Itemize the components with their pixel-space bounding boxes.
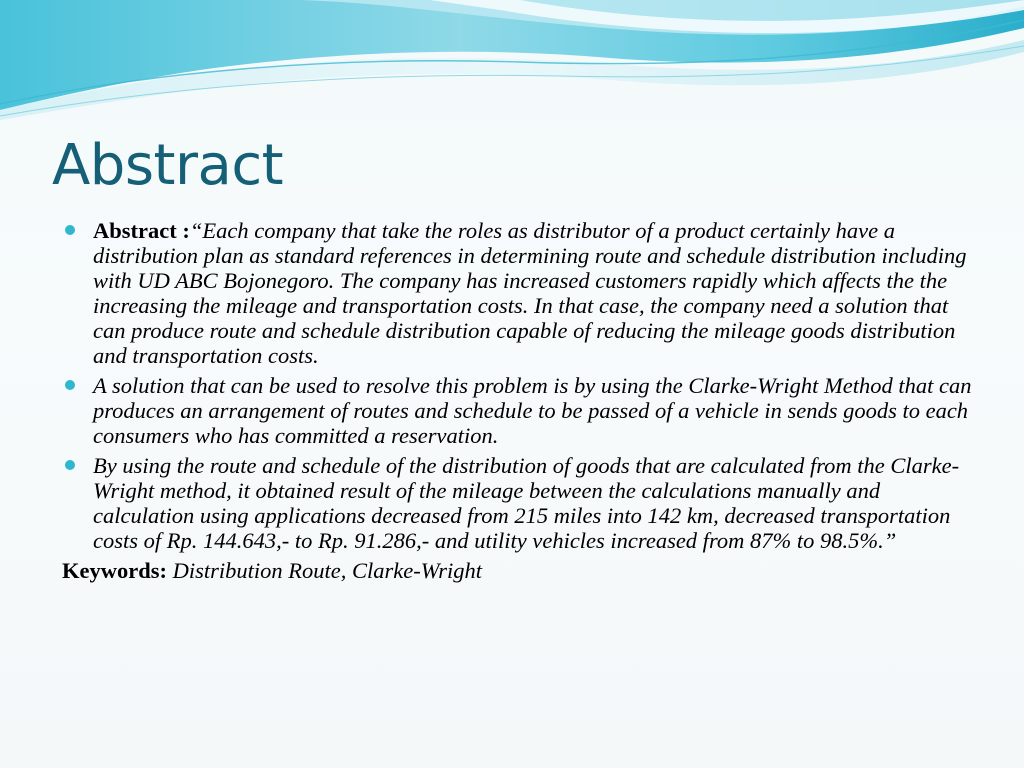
list-item: [62, 218, 972, 368]
list-item: [62, 453, 972, 553]
list-item: [62, 373, 972, 448]
page-title: Abstract: [52, 133, 284, 198]
bullet-dot-icon: [65, 225, 75, 235]
bullet-list: [62, 218, 972, 553]
abstract-text: “Each company that take the roles as distributor of a product certainly have a distribution plan as standard references in determining route and schedule distribution including with UD ABC Bojonegoro. The company has increased customers rapidly which affects the the increasing the mileage and transportation costs. In that case, the company need a solution that can produce route and schedule distribution capable of reducing the mileage goods distribution and transportation costs.: [93, 218, 967, 368]
result-text: By using the route and schedule of the distribution of goods that are calculated from the Clarke-Wright method, it obtained result of the mileage between the calculations manually and calculation using applications decreased from 215 miles into 142 km, decreased transportation costs of Rp. 144.643,- to Rp. 91.286,- and utility vehicles increased from 87% to 98.5%.”: [93, 453, 960, 553]
keywords-value: Distribution Route, Clarke-Wright: [172, 558, 482, 583]
abstract-lead: Abstract :: [93, 218, 190, 243]
header-wave-decoration: [0, 0, 1024, 130]
bullet-dot-icon: [65, 380, 75, 390]
abstract-content: [62, 218, 972, 583]
keywords-line: [62, 558, 972, 583]
bullet-dot-icon: [65, 460, 75, 470]
solution-text: A solution that can be used to resolve this problem is by using the Clarke-Wright Method that can produces an arrangement of routes and schedule to be passed of a vehicle in sends goods to each consumers who has committed a reservation.: [93, 373, 972, 448]
keywords-label: Keywords:: [62, 558, 167, 583]
